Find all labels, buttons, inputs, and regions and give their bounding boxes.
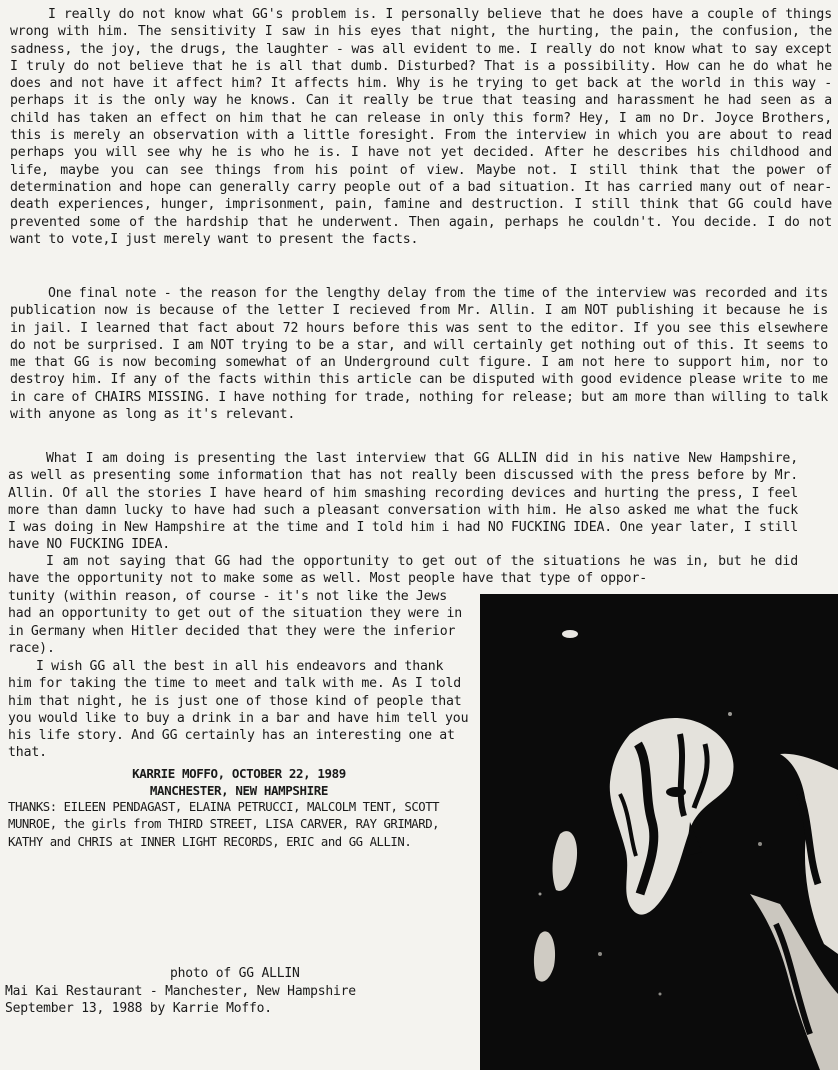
photo-caption-date: September 13, 1988 by Karrie Moffo. <box>5 1001 272 1016</box>
thanks-credits <box>8 799 470 851</box>
thanks-label: THANKS: <box>8 800 57 814</box>
gg-allin-photo <box>480 594 838 1070</box>
author-location: MANCHESTER, NEW HAMPSHIRE <box>149 783 329 798</box>
article-paragraph-5: tunity (within reason, of course - it's not like the Jews had an opportunity to get out of the situation they were in in Germany when Hitler decided that they were the inferior race). <box>8 589 463 656</box>
photo-caption-location: Mai Kai Restaurant - Manchester, New Hampshire <box>5 983 356 999</box>
photo-halftone-image <box>480 594 838 1070</box>
article-paragraph-2: One final note - the reason for the lengthy delay from the time of the interview was recorded and its publication now is because of the letter I recieved from Mr. Allin. I am NOT publishing it because he is in jail. I learned that fact about 72 hours before this was sent to the editor. If you see this elsewhere do not be surprised. I am NOT trying to be a star, and will certainly get nothing out of this. It seems to me that GG is now becoming somewhat of an Underground cult figure. I am not here to support him, nor to destroy him. If any of the facts within this article can be disputed with good evidence please write to me in care of CHAIRS MISSING. I have nothing for trade, nothing for release; but am more than willing to talk with anyone as long as it's relevant. <box>10 286 828 423</box>
photo-caption-title: photo of GG ALLIN <box>170 966 300 981</box>
author-byline: KARRIE MOFFO, OCTOBER 22, 1989 <box>132 766 346 781</box>
article-paragraph-6: I wish GG all the best in all his endeavors and thank him for taking the time to meet and talk with me. As I told him that night, he is just one of those kind of people that you would like to buy a drink in a bar and have him tell you his life story. And GG certainly has an interesting one at that. <box>8 659 469 761</box>
article-paragraph-3: What I am doing is presenting the last interview that GG ALLIN did in his native New Hampshire, as well as presenting some information that has not really been discussed with the press before by Mr. Allin. Of all the stories I have heard of him smashing recording devices and hurting the press, I feel more than damn lucky to have had such a pleasant conversation with him. He also asked me what the fuck I was doing in New Hampshire at the time and I told him i had NO FUCKING IDEA. One year later, I still have NO FUCKING IDEA. <box>8 451 798 553</box>
article-paragraph-1: I really do not know what GG's problem is. I personally believe that he does have a couple of things wrong with him. The sensitivity I saw in his eyes that night, the hurting, the pain, the confusion, the sadness, the joy, the drugs, the laughter - was all evident to me. I really do not know what to say except I truly do not believe that he is all that dumb. Disturbed? That is a possibility. How can he do what he does and not have it affect him? It affects him. Why is he trying to get back at the world in this way - perhaps it is the only way he knows. Can it really be true that teasing and harassment he had seen as a child has taken an effect on him that he can release in only this form? Hey, I am no Dr. Joyce Brothers, this is merely an observation with a little foresight. From the interview in which you are about to read perhaps you will see why he is who he is. I have not yet decided. After he describes his childhood and life, maybe you can see things from his point of view. Maybe not. I still think that the power of determination and hope can generally carry people out of a bad situation. It has carried many out of near-death experiences, hunger, imprisonment, pain, famine and destruction. I still think that GG could have prevented some of the hardship that he underwent. Then again, perhaps he couldn't. You decide. I do not want to vote,I just merely want to present the facts. <box>10 7 832 247</box>
article-paragraph-4: I am not saying that GG had the opportunity to get out of the situations he was in, but he did have the opportunity not to make some as well. Most people have that type of oppor- <box>8 554 798 587</box>
thanks-names: EILEEN PENDAGAST, ELAINA PETRUCCI, MALCOLM TENT, SCOTT MUNROE, the girls from THIRD STREET, LISA CARVER, RAY GRIMARD, KATHY and CHRIS at INNER LIGHT RECORDS, ERIC and GG ALLIN. <box>8 800 440 849</box>
photo-caption <box>5 965 475 1018</box>
